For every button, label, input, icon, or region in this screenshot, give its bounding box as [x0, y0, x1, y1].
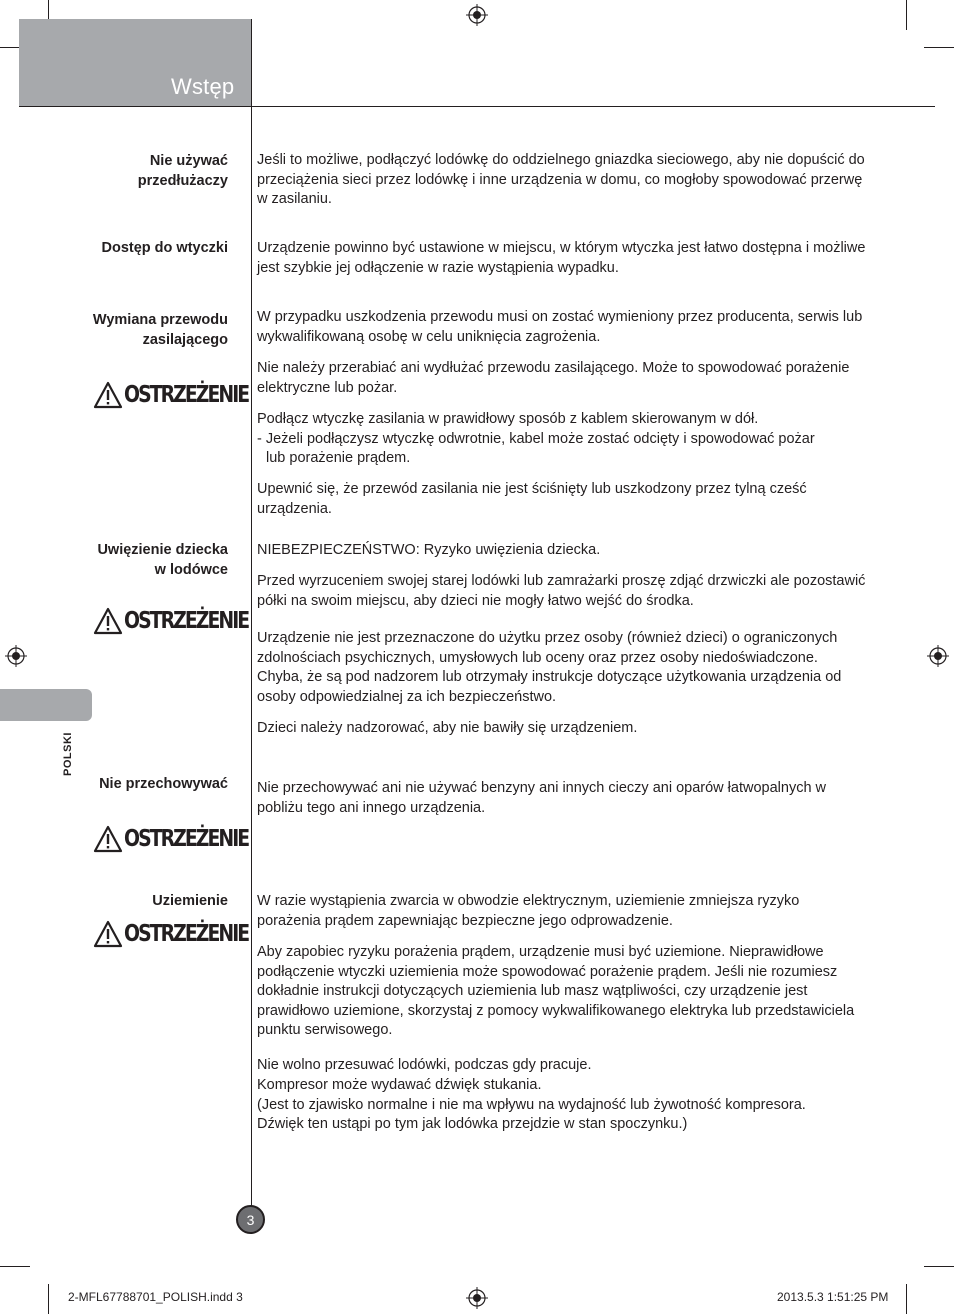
paragraph: Urządzenie powinno być ustawione w miejscu, w którym wtyczka jest łatwo dostępna i możliwe jest szybkie jej odłączenie w razie wystąpienia wypadku. — [257, 240, 866, 276]
paragraph: - Jeżeli podłączysz wtyczkę odwrotnie, kabel może zostać odcięty i spowodować pożar — [257, 431, 815, 447]
header-divider — [19, 106, 935, 107]
paragraph: (Jest to zjawisko normalne i nie ma wpływu na wydajność lub żywotność kompresora. — [257, 1097, 806, 1113]
crop-mark — [48, 1284, 49, 1314]
paragraph: Przed wyrzuceniem swojej starej lodówki lub zamrażarki proszę zdjąć drzwiczki ale pozostawić półki na swoim miejscu, aby dzieci nie mogły łatwo wejść do środka. — [257, 573, 866, 609]
language-tab — [0, 689, 92, 721]
warning-badge — [93, 380, 249, 410]
section-heading-power-cord-replacement: Wymiana przewodu zasilającego — [92, 312, 228, 348]
footer-timestamp: 2013.5.3 1:51:25 PM — [777, 1290, 889, 1304]
crop-mark — [924, 47, 954, 48]
paragraph: Aby zapobiec ryzyku porażenia prądem, urządzenie musi być uziemione. Nieprawidłowe podłączenie wtyczki uziemienia może spowodować porażenie prądem. Jeśli nie rozumiesz dokładnie instrukcji dotyczących uziemienia lub masz wątpliwości, czy urządzenie jest prawidłowo uziemione, skorzystaj z pomocy wykwalifikowanego elektryka lub przedstawiciela punktu serwisowego. — [257, 944, 855, 1038]
registration-mark-icon — [5, 645, 27, 667]
warning-triangle-icon — [93, 920, 123, 948]
language-label: POLSKI — [62, 732, 74, 776]
paragraph: lub porażenie prądem. — [266, 450, 411, 466]
warning-badge — [93, 919, 249, 949]
warning-label: OSTRZEŻENIE — [124, 921, 249, 947]
registration-mark-icon — [466, 1287, 488, 1309]
registration-mark-icon — [466, 4, 488, 26]
paragraph: W razie wystąpienia zwarcia w obwodzie elektrycznym, uziemienie zmniejsza ryzyko porażenia prądem zapewniając bezpieczne jego odprowadzenie. — [257, 893, 800, 929]
paragraph: W przypadku uszkodzenia przewodu musi on zostać wymieniony przez producenta, serwis lub wykwalifikowaną osobę w celu uniknięcia zagrożenia. — [257, 309, 863, 345]
warning-label: OSTRZEŻENIE — [124, 608, 249, 634]
crop-mark — [906, 0, 907, 30]
paragraph: Urządzenie nie jest przeznaczone do użytku przez osoby (również dzieci) o ograniczonych zdolnościach psychicznych, umysłowych lub oceny oraz przez osoby niedoświadczone. Chyba, że są pod nadzorem lub otrzymały instrukcje dotyczące użytkowania urządzenia od osoby odpowiedzialnej za ich bezpieczeństwo. — [257, 630, 842, 705]
warning-triangle-icon — [93, 381, 123, 409]
warning-triangle-icon — [93, 607, 123, 635]
paragraph: Nie przechowywać ani nie używać benzyny ani innych cieczy ani oparów łatwopalnych w pobliżu tego ani innego urządzenia. — [257, 780, 827, 816]
warning-badge — [93, 606, 249, 636]
paragraph: Dzieci należy nadzorować, aby nie bawiły się urządzeniem. — [257, 720, 638, 736]
paragraph: Nie wolno przesuwać lodówki, podczas gdy pracuje. — [257, 1057, 592, 1073]
footer-file-name: 2-MFL67788701_POLISH.indd 3 — [68, 1290, 243, 1304]
section-heading-do-not-store: Nie przechowywać — [99, 776, 228, 792]
page-number: 3 — [236, 1205, 265, 1234]
section-heading-child-entrapment: Uwięzienie dziecka w lodówce — [97, 542, 228, 578]
paragraph: Podłącz wtyczkę zasilania w prawidłowy sposób z kablem skierowanym w dół. — [257, 411, 759, 427]
paragraph: NIEBEZPIECZEŃSTWO: Ryzyko uwięzienia dziecka. — [257, 542, 601, 558]
paragraph: Kompresor może wydawać dźwięk stukania. — [257, 1077, 542, 1093]
page-title: Wstęp — [171, 74, 235, 99]
warning-label: OSTRZEŻENIE — [124, 382, 249, 408]
section-heading-grounding: Uziemienie — [152, 893, 228, 909]
paragraph: Nie należy przerabiać ani wydłużać przewodu zasilającego. Może to spowodować porażenie elektryczne lub pożar. — [257, 360, 850, 396]
column-divider — [251, 19, 252, 1234]
section-heading-plug-access: Dostęp do wtyczki — [101, 240, 228, 256]
paragraph: Dźwięk ten ustąpi po tym jak lodówka przejdzie w stan spoczynku.) — [257, 1116, 688, 1132]
registration-mark-icon — [927, 645, 949, 667]
paragraph: Jeśli to możliwe, podłączyć lodówkę do oddzielnego gniazdka sieciowego, aby nie dopuścić do przeciążenia sieci przez lodówkę i inne urządzenia w domu, co mogłoby spowodować przerwę w zasilaniu. — [257, 152, 865, 207]
section-heading-no-extension-cords: Nie używać przedłużaczy — [137, 153, 228, 189]
crop-mark — [906, 1284, 907, 1314]
warning-label: OSTRZEŻENIE — [124, 826, 249, 852]
crop-mark — [0, 1266, 30, 1267]
crop-mark — [924, 1266, 954, 1267]
paragraph: Upewnić się, że przewód zasilania nie jest ściśnięty lub uszkodzony przez tylną cześć urządzenia. — [257, 481, 807, 517]
warning-badge — [93, 824, 249, 854]
warning-triangle-icon — [93, 825, 123, 853]
